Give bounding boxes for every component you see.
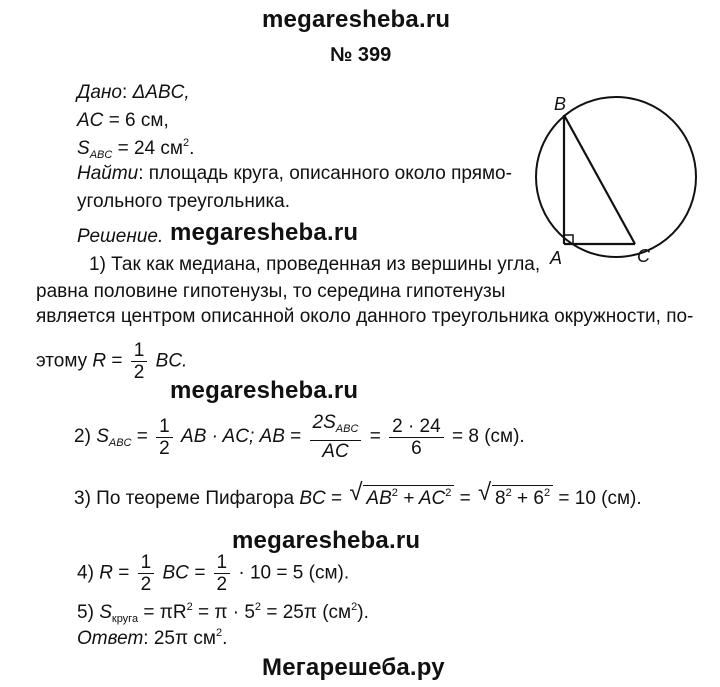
problem-number: № 399 [330,44,392,66]
step2-line: 2) $S_{ABC}$ = $\frac{1}{2}$ AB · AC; AB = $\frac{2S_{ABC}}{AC}$ = $\frac{2 \cdot 24}{6}$ = 8 (см). [74,412,525,462]
given-s-end: . [189,138,195,159]
fraction-2s-over-ac: $\frac{2S_{ABC}}{AC}$ [310,412,362,462]
sqrt-8-6: √ $8^2 + 6^2$ [478,485,553,510]
step1-line-4: этому R = $\frac{1}{2}$ BC. [36,340,188,383]
solution-label: Решение. [77,226,164,247]
given-s: S [77,138,90,159]
label-a: A [550,248,563,268]
find-line-1 [77,163,512,185]
given-s-sup: 2 [182,137,190,149]
figure-circumscribed-circle [520,90,710,270]
step1-line-3: является центром описанной около данного треугольника окружности, по- [36,306,694,327]
find-text-1: : площадь круга, описанного около прямо- [138,163,512,184]
fraction-half: $\frac{1}{2}$ [156,416,173,459]
step1-line-1: 1) Так как медиана, проведенная из вершины угла, [89,254,541,275]
fraction-half: $\frac{1}{2}$ [138,552,155,595]
given-ac: AC [77,110,104,131]
answer-line: Ответ: 25π $см^2$. [77,627,228,649]
fraction-half: $\frac{1}{2}$ [131,340,148,383]
label-c: C [637,246,650,266]
fraction-half: $\frac{1}{2}$ [214,552,231,595]
step5-line: 5) $S_{круга} = \pi R^2 = \pi \cdot 5^2 = 25\pi$ $(см^2)$. [77,601,369,625]
step4-line: 4) R = $\frac{1}{2}$ BC = $\frac{1}{2}$ · 10 = 5 (см). [77,552,350,595]
given-s-value: = 24 см [117,138,183,159]
watermark-top: megaresheba.ru [262,6,451,33]
given-ac-value: = 6 см, [108,110,169,131]
fraction-48-over-6: $\frac{2 \cdot 24}{6}$ [389,416,444,459]
step1-line-2: равна половине гипотенузы, то середина гипотенузы [36,281,506,302]
side-bc [564,115,635,244]
given-s-sub: ABC [89,149,113,161]
step3-line: 3) По теореме Пифагора BC = √ $AB^2 + AC^2$ = √ $8^2 + 6^2 = 10$ (см). [74,479,642,509]
watermark-mid: megaresheba.ru [170,377,359,404]
watermark-bottom: Мегарешеба.ру [262,654,445,681]
circle [536,97,696,257]
given-line-2 [77,110,169,132]
given-label: Дано [77,82,122,103]
find-line-2: угольного треугольника. [77,191,291,212]
given-triangle: ΔABC, [132,82,190,103]
watermark-inline: megaresheba.ru [170,219,359,246]
given-line-3 [77,137,194,161]
find-label: Найти [77,163,139,184]
given-line-1: Дано: ΔABC, [77,82,190,103]
sqrt-ab-ac: √ $AB^2 + AC^2$ [349,485,454,510]
watermark-lower: megaresheba.ru [232,527,421,554]
label-b: B [554,94,567,114]
